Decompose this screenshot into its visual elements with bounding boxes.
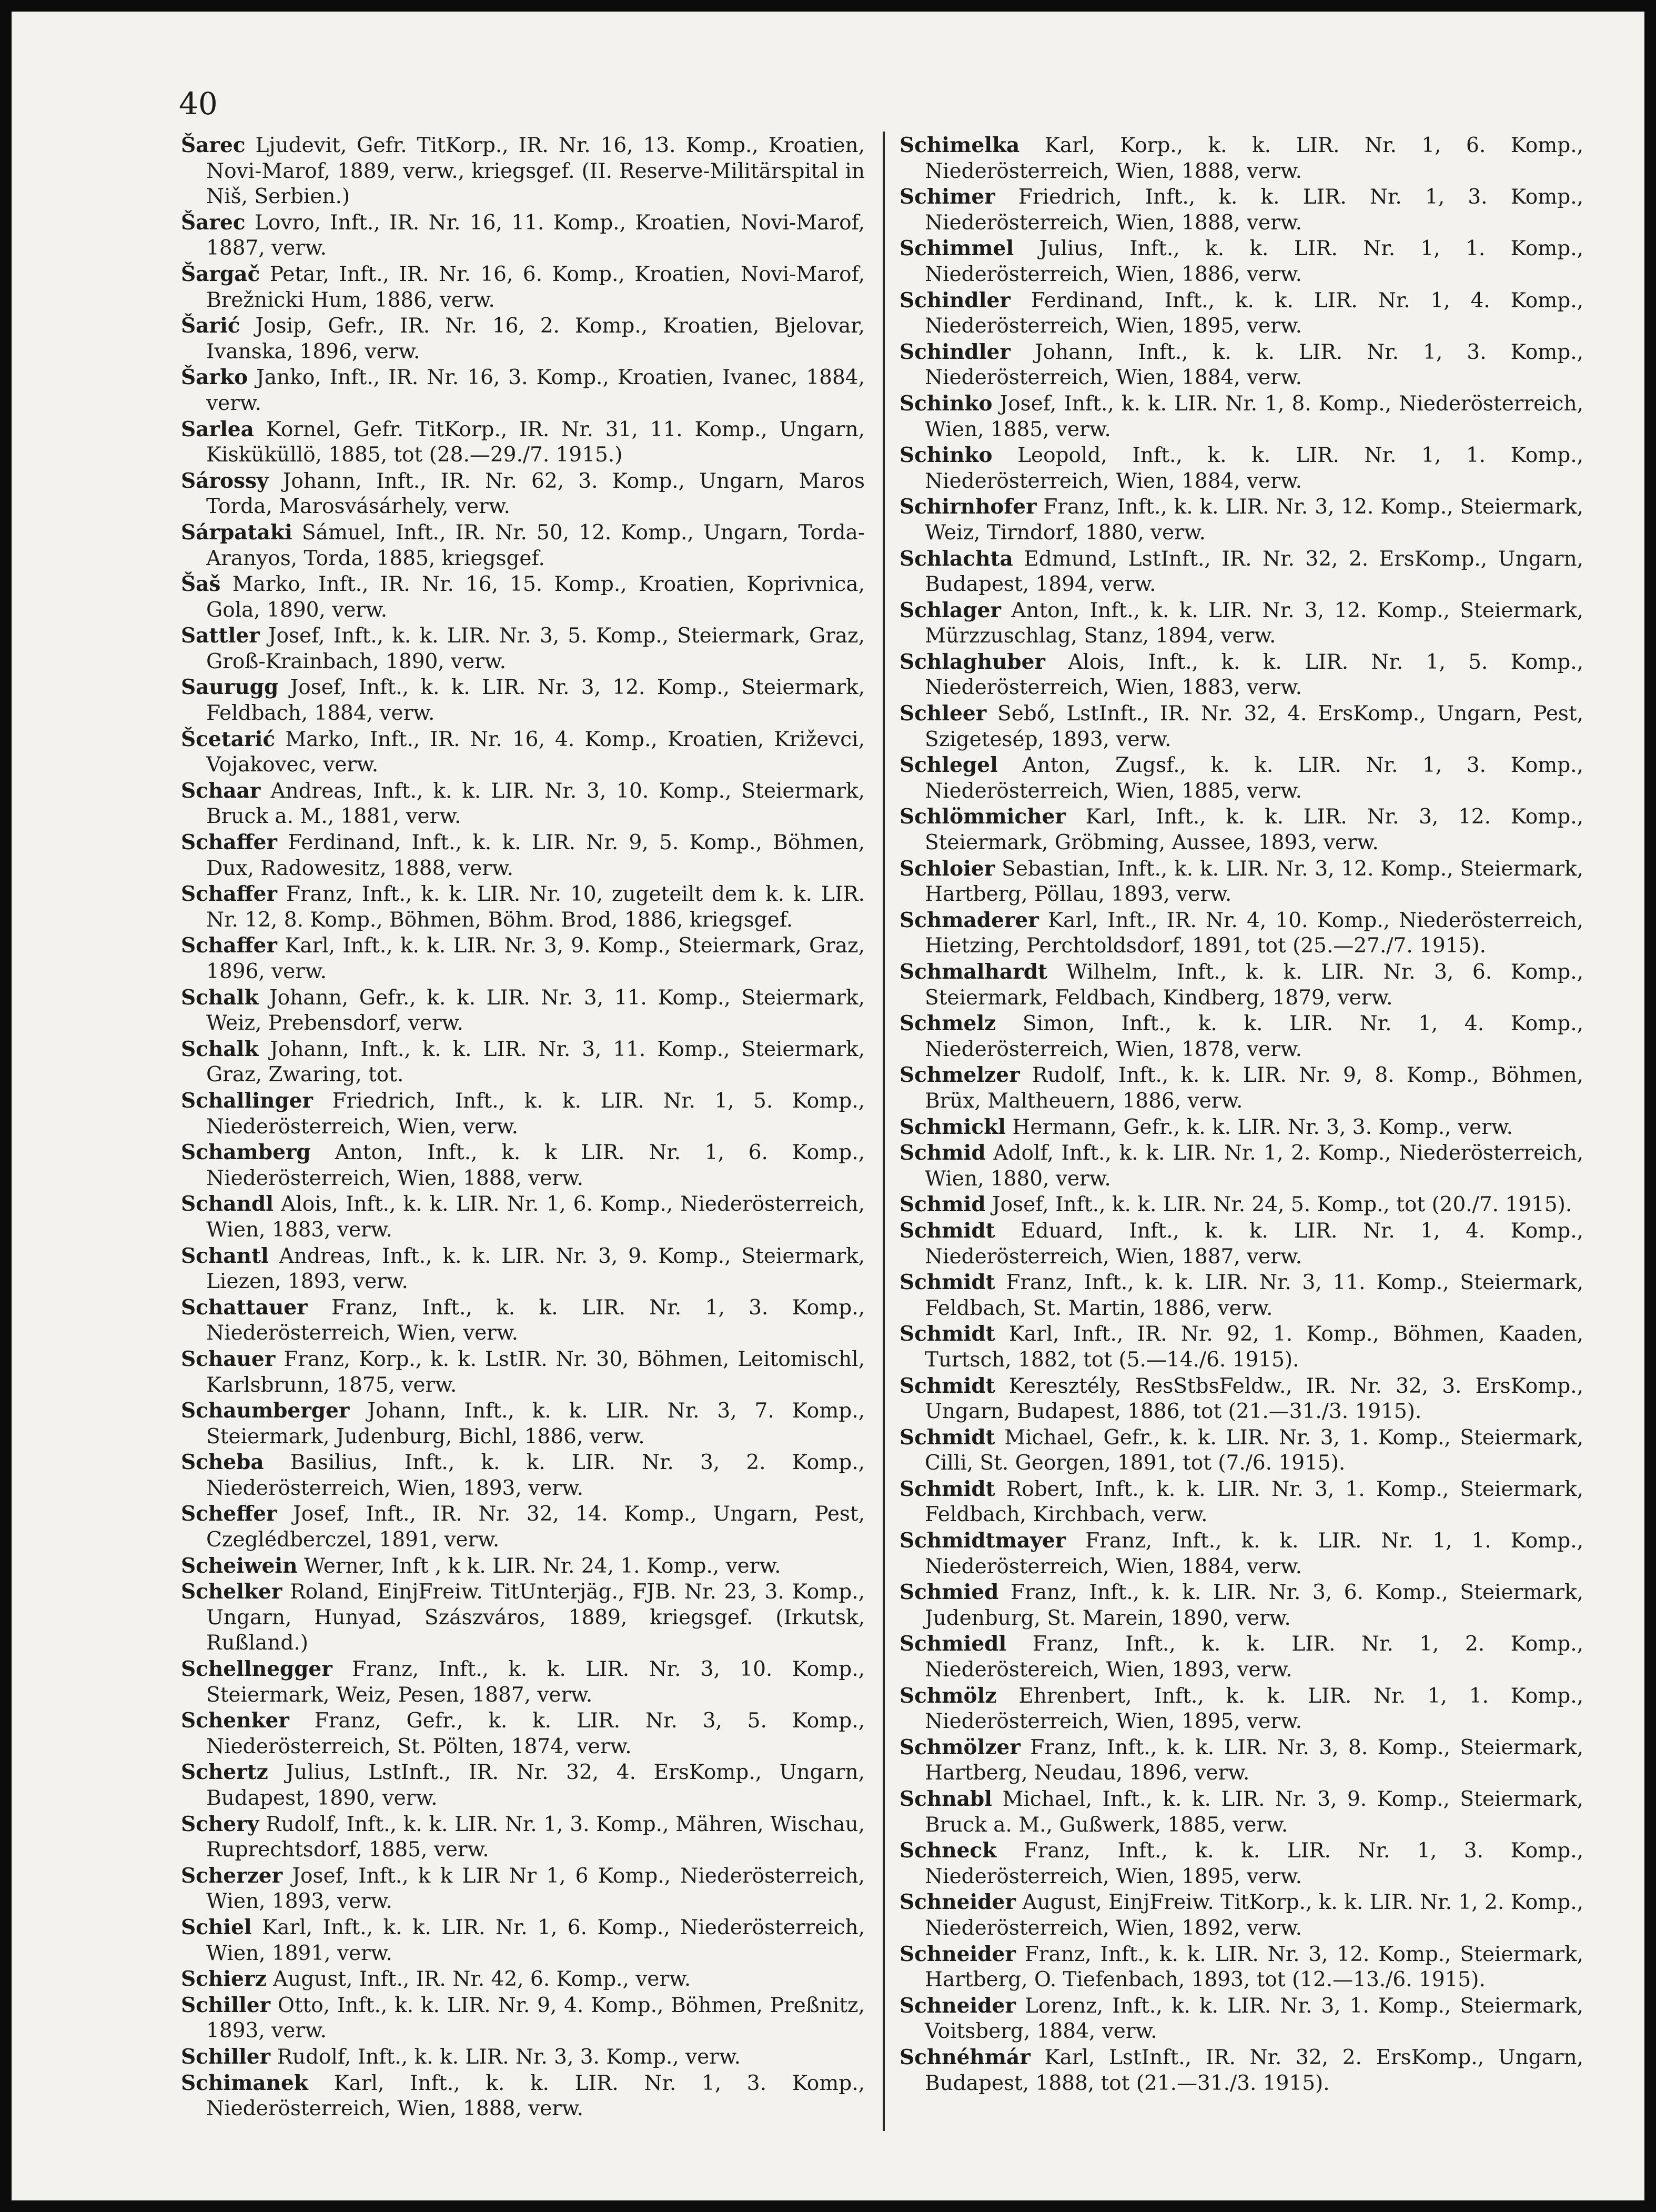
entry-details: Leopold, Inft., k. k. LIR. Nr. 1, 1. Komp., Niederösterreich, Wien, 1884, verw. — [925, 444, 1583, 493]
entry-details: Franz, Inft., k. k. LIR. Nr. 1, 1. Komp., Niederösterreich, Wien, 1884, verw. — [925, 1529, 1583, 1578]
entry-details: Petar, Inft., IR. Nr. 16, 6. Komp., Kroatien, Novi-Marof, Brežnicki Hum, 1886, verw. — [206, 262, 865, 312]
list-item — [181, 1812, 865, 1863]
entry-surname: Šarić — [181, 314, 240, 338]
entry-details: Franz, Inft., k. k. LIR. Nr. 3, 12. Komp., Steiermark, Hartberg, O. Tiefenbach, 1893, tot (12.—13./6. 1915). — [925, 1942, 1583, 1992]
entry-surname: Schiel — [181, 1915, 252, 1939]
list-item — [900, 391, 1583, 443]
entry-surname: Schmölzer — [900, 1735, 1021, 1759]
entry-details: Werner, Inft , k k. LIR. Nr. 24, 1. Komp., verw. — [304, 1554, 781, 1578]
entry-surname: Schmiedl — [900, 1632, 1007, 1656]
list-item — [181, 985, 865, 1037]
entry-details: Kornel, Gefr. TitKorp., IR. Nr. 31, 11. Komp., Ungarn, Kisküküllö, 1885, tot (28.—29./7. 1915.) — [206, 417, 865, 467]
list-item — [900, 1218, 1583, 1270]
entry-surname: Schnabl — [900, 1787, 992, 1811]
entry-details: Simon, Inft., k. k. LIR. Nr. 1, 4. Komp., Niederösterreich, Wien, 1878, verw. — [925, 1012, 1584, 1061]
entry-surname: Schamberg — [181, 1140, 311, 1165]
list-item — [900, 1786, 1583, 1838]
entry-details: Josef, Inft., k. k. LIR. Nr. 1, 8. Komp., Niederösterreich, Wien, 1885, verw. — [925, 391, 1583, 441]
list-item — [900, 1373, 1583, 1425]
entry-details: Karl, Inft., k. k. LIR. Nr. 3, 9. Komp., Steiermark, Graz, 1896, verw. — [206, 934, 865, 983]
entry-surname: Schimmel — [900, 236, 1014, 261]
list-item — [900, 236, 1583, 287]
entry-surname: Schimelka — [900, 133, 1020, 157]
entry-details: Rudolf, Inft., k. k. LIR. Nr. 9, 8. Komp., Böhmen, Brüx, Maltheuern, 1886, verw. — [925, 1063, 1583, 1113]
entry-surname: Schmid — [900, 1141, 986, 1165]
entry-details: Franz, Inft., k. k. LIR. Nr. 3, 12. Komp., Steiermark, Weiz, Tirndorf, 1880, verw. — [925, 495, 1583, 545]
entry-details: Sebő, LstInft., IR. Nr. 32, 4. ErsKomp., Ungarn, Pest, Szigetesép, 1893, verw. — [925, 702, 1583, 751]
list-item — [900, 1062, 1583, 1114]
list-item — [900, 804, 1583, 856]
entry-surname: Schaffer — [181, 830, 277, 855]
entry-surname: Schinko — [900, 443, 993, 468]
entry-surname: Schmidt — [900, 1476, 995, 1501]
list-item — [181, 1708, 865, 1759]
entry-surname: Schmidt — [900, 1425, 995, 1450]
list-item — [900, 1683, 1583, 1735]
entry-details: August, Inft., IR. Nr. 42, 6. Komp., verw. — [273, 1967, 691, 1992]
list-item — [181, 365, 865, 416]
entry-details: Karl, Inft., IR. Nr. 4, 10. Komp., Niederösterreich, Hietzing, Perchtoldsdorf, 1891, tot (25.—27./7. 1915). — [925, 908, 1583, 958]
entry-details: Friedrich, Inft., k. k. LIR. Nr. 1, 3. Komp., Niederösterreich, Wien, 1888, verw. — [925, 185, 1584, 235]
list-item — [900, 1270, 1583, 1321]
list-item — [181, 133, 865, 210]
entry-surname: Schauer — [181, 1346, 276, 1371]
list-item — [181, 1037, 865, 1088]
list-item — [900, 133, 1583, 184]
right-column — [900, 133, 1583, 2096]
entry-surname: Scheba — [181, 1450, 264, 1475]
list-item — [900, 908, 1583, 959]
list-item — [181, 623, 865, 675]
list-item — [181, 210, 865, 262]
entry-details: Sámuel, Inft., IR. Nr. 50, 12. Komp., Ungarn, Torda-Aranyos, Torda, 1885, kriegsgef. — [206, 520, 865, 570]
entry-details: Eduard, Inft., k. k. LIR. Nr. 1, 4. Komp., Niederösterreich, Wien, 1887, verw. — [925, 1219, 1583, 1269]
entry-details: Karl, Inft., k. k. LIR. Nr. 1, 6. Komp., Niederösterreich, Wien, 1891, verw. — [206, 1915, 865, 1965]
entry-surname: Schmidt — [900, 1270, 995, 1295]
list-item — [900, 701, 1583, 752]
list-item — [181, 1450, 865, 1501]
entry-details: Johann, Inft., k. k. LIR. Nr. 3, 7. Komp., Steiermark, Judenburg, Bichl, 1886, verw. — [206, 1399, 865, 1449]
entry-surname: Schirnhofer — [900, 495, 1037, 519]
entry-surname: Schleer — [900, 701, 987, 726]
entry-surname: Scheiwein — [181, 1553, 298, 1578]
entry-surname: Schlaghuber — [900, 649, 1045, 674]
entry-surname: Schindler — [900, 288, 1011, 313]
entry-details: August, EinjFreiw. TitKorp., k. k. LIR. Nr. 1, 2. Komp., Niederösterreich, Wien, 1892, verw. — [925, 1891, 1583, 1940]
entry-details: Julius, Inft., k. k. LIR. Nr. 1, 1. Komp., Niederösterreich, Wien, 1886, verw. — [925, 237, 1583, 286]
entry-surname: Schlegel — [900, 753, 998, 778]
entry-surname: Šaš — [181, 572, 221, 597]
list-item — [181, 1243, 865, 1295]
entry-surname: Schimer — [900, 185, 995, 209]
list-item — [181, 881, 865, 933]
entry-details: Karl, LstInft., IR. Nr. 32, 2. ErsKomp., Ungarn, Budapest, 1888, tot (21.—31./3. 1915). — [925, 2045, 1584, 2095]
entry-details: Hermann, Gefr., k. k. LIR. Nr. 3, 3. Komp., verw. — [1012, 1115, 1513, 1139]
list-item — [900, 1425, 1583, 1476]
list-item — [900, 1011, 1583, 1062]
entry-surname: Schmied — [900, 1580, 999, 1605]
entry-surname: Scheffer — [181, 1502, 277, 1526]
entry-surname: Schandl — [181, 1192, 274, 1216]
entry-details: Johann, Inft., k. k. LIR. Nr. 3, 11. Komp., Steiermark, Graz, Zwaring, tot. — [206, 1037, 865, 1087]
entry-surname: Sattler — [181, 624, 260, 648]
list-item — [900, 1528, 1583, 1580]
entry-surname: Sarlea — [181, 417, 254, 441]
entry-details: Franz, Korp., k. k. LstIR. Nr. 30, Böhmen, Leitomischl, Karlsbrunn, 1875, verw. — [206, 1347, 865, 1397]
entry-details: Franz, Inft., k. k. LIR. Nr. 3, 8. Komp., Steiermark, Hartberg, Neudau, 1896, verw. — [925, 1735, 1583, 1785]
list-item — [900, 1321, 1583, 1373]
list-item — [181, 1553, 865, 1580]
list-item — [181, 571, 865, 623]
list-item — [900, 1114, 1583, 1141]
list-item — [181, 1398, 865, 1450]
list-item — [900, 1838, 1583, 1889]
entry-details: Franz, Inft., k. k. LIR. Nr. 3, 10. Komp., Steiermark, Weiz, Pesen, 1887, verw. — [206, 1657, 865, 1707]
entry-details: Ehrenbert, Inft., k. k. LIR. Nr. 1, 1. Komp., Niederösterreich, Wien, 1895, verw. — [925, 1684, 1583, 1734]
list-item — [900, 339, 1583, 391]
entry-details: Ferdinand, Inft., k. k. LIR. Nr. 9, 5. Komp., Böhmen, Dux, Radowesitz, 1888, verw. — [206, 831, 865, 880]
entry-details: Franz, Gefr., k. k. LIR. Nr. 3, 5. Komp., Niederösterreich, St. Pölten, 1874, verw. — [206, 1709, 865, 1758]
entry-details: Franz, Inft., k. k. LIR. Nr. 1, 3. Komp., Niederösterreich, Wien, verw. — [206, 1295, 865, 1345]
entry-details: Anton, Inft., k. k. LIR. Nr. 3, 12. Komp., Steiermark, Mürzzuschlag, Stanz, 1894, verw. — [925, 598, 1583, 648]
entry-surname: Schaumberger — [181, 1399, 350, 1423]
entry-surname: Scherzer — [181, 1863, 283, 1888]
entry-details: Friedrich, Inft., k. k. LIR. Nr. 1, 5. Komp., Niederösterreich, Wien, verw. — [206, 1089, 865, 1139]
entry-details: Alois, Inft., k. k. LIR. Nr. 1, 5. Komp., Niederösterreich, Wien, 1883, verw. — [925, 650, 1583, 700]
entry-details: Marko, Inft., IR. Nr. 16, 4. Komp., Kroatien, Križevci, Vojakovec, verw. — [206, 727, 865, 777]
list-item — [181, 830, 865, 881]
entry-surname: Sárossy — [181, 468, 269, 493]
entry-surname: Schmidt — [900, 1218, 995, 1243]
entry-surname: Schmid — [900, 1192, 986, 1217]
entry-details: Anton, Inft., k. k LIR. Nr. 1, 6. Komp., Niederösterreich, Wien, 1888, verw. — [206, 1141, 865, 1190]
entry-surname: Schmidt — [900, 1373, 995, 1398]
entry-details: Lovro, Inft., IR. Nr. 16, 11. Komp., Kroatien, Novi-Marof, 1887, verw. — [206, 210, 865, 260]
entry-details: Keresztély, ResStbsFeldw., IR. Nr. 32, 3. ErsKomp., Ungarn, Budapest, 1886, tot (21.—31./3. 1915). — [925, 1374, 1583, 1424]
entry-surname: Schlömmicher — [900, 805, 1066, 829]
list-item — [181, 262, 865, 313]
entry-surname: Schmickl — [900, 1114, 1006, 1139]
entry-surname: Šcetarić — [181, 727, 276, 751]
entry-details: Josef, Inft., k. k. LIR. Nr. 24, 5. Komp., tot (20./7. 1915). — [992, 1193, 1572, 1217]
entry-surname: Schaffer — [181, 933, 277, 958]
list-item — [181, 1863, 865, 1915]
entry-surname: Schierz — [181, 1967, 267, 1992]
entry-surname: Schelker — [181, 1580, 282, 1604]
entry-surname: Schmidtmayer — [900, 1529, 1066, 1553]
list-item — [181, 1966, 865, 1993]
entry-surname: Schloier — [900, 856, 995, 881]
entry-surname: Schiller — [181, 1993, 271, 2017]
left-column — [181, 133, 865, 2122]
entry-details: Josef, Inft., k k LIR Nr 1, 6 Komp., Niederösterreich, Wien, 1893, verw. — [206, 1864, 865, 1914]
entry-surname: Schneider — [900, 1942, 1016, 1966]
entry-details: Josef, Inft., k. k. LIR. Nr. 3, 5. Komp., Steiermark, Graz, Groß-Krainbach, 1890, verw. — [206, 624, 865, 673]
list-item — [181, 1759, 865, 1811]
entry-surname: Schlager — [900, 598, 1001, 622]
entry-surname: Schmelzer — [900, 1063, 1020, 1088]
entry-surname: Schneck — [900, 1838, 997, 1863]
list-item — [181, 1993, 865, 2044]
entry-surname: Šarko — [181, 365, 248, 390]
entry-surname: Schellnegger — [181, 1657, 332, 1682]
entry-details: Josef, Inft., IR. Nr. 32, 14. Komp., Ungarn, Pest, Czeglédberczel, 1891, verw. — [206, 1502, 865, 1552]
entry-surname: Schertz — [181, 1760, 268, 1785]
list-item — [900, 1993, 1583, 2045]
entry-surname: Schallinger — [181, 1088, 313, 1113]
entry-surname: Schneider — [900, 1993, 1016, 2018]
page-number: 40 — [179, 86, 218, 122]
list-item — [900, 494, 1583, 546]
entry-details: Marko, Inft., IR. Nr. 16, 15. Komp., Kroatien, Koprivnica, Gola, 1890, verw. — [206, 572, 865, 622]
entry-surname: Schantl — [181, 1243, 269, 1268]
list-item — [900, 1631, 1583, 1683]
entry-surname: Schnéhmár — [900, 2045, 1031, 2069]
entry-surname: Šarec — [181, 133, 246, 157]
entry-surname: Schinko — [900, 391, 993, 416]
list-item — [181, 313, 865, 365]
list-item — [181, 417, 865, 468]
entry-details: Franz, Inft., k. k. LIR. Nr. 10, zugeteilt dem k. k. LIR. Nr. 12, 8. Komp., Böhmen, Böhm. Brod, 1886, kriegsgef. — [206, 882, 865, 932]
entry-surname: Schlachta — [900, 546, 1013, 571]
list-item — [181, 1915, 865, 1966]
list-item — [900, 1580, 1583, 1631]
entry-details: Roland, EinjFreiw. TitUnterjäg., FJB. Nr. 23, 3. Komp., Ungarn, Hunyad, Szászváros, 1889, kriegsgef. (Irkutsk, Rußland.) — [206, 1580, 865, 1655]
column-divider — [883, 132, 885, 2131]
entry-details: Basilius, Inft., k. k. LIR. Nr. 3, 2. Komp., Niederösterreich, Wien, 1893, verw. — [206, 1451, 865, 1500]
entry-details: Anton, Zugsf., k. k. LIR. Nr. 1, 3. Komp., Niederösterreich, Wien, 1885, verw. — [925, 753, 1583, 803]
entry-details: Josef, Inft., k. k. LIR. Nr. 3, 12. Komp., Steiermark, Feldbach, 1884, verw. — [206, 676, 865, 726]
entry-details: Andreas, Inft., k. k. LIR. Nr. 3, 10. Komp., Steiermark, Bruck a. M., 1881, verw. — [206, 779, 865, 829]
entry-details: Karl, Inft., IR. Nr. 92, 1. Komp., Böhmen, Kaaden, Turtsch, 1882, tot (5.—14./6. 1915). — [925, 1322, 1583, 1372]
entry-details: Johann, Gefr., k. k. LIR. Nr. 3, 11. Komp., Steiermark, Weiz, Prebensdorf, verw. — [206, 986, 865, 1035]
entry-surname: Schmalhardt — [900, 960, 1048, 984]
entry-surname: Schmölz — [900, 1683, 997, 1708]
list-item — [181, 675, 865, 726]
list-item — [900, 1192, 1583, 1218]
entry-surname: Schmidt — [900, 1322, 995, 1346]
list-item — [181, 933, 865, 984]
list-item — [900, 443, 1583, 494]
entry-details: Franz, Inft., k. k. LIR. Nr. 3, 11. Komp., Steiermark, Feldbach, St. Martin, 1886, verw. — [925, 1271, 1583, 1320]
list-item — [900, 649, 1583, 701]
entry-surname: Schaffer — [181, 882, 277, 907]
list-item — [900, 959, 1583, 1011]
entry-details: Rudolf, Inft., k. k. LIR. Nr. 1, 3. Komp., Mähren, Wischau, Ruprechtsdorf, 1885, verw. — [206, 1812, 865, 1862]
entry-details: Wilhelm, Inft., k. k. LIR. Nr. 3, 6. Komp., Steiermark, Feldbach, Kindberg, 1879, verw. — [925, 960, 1583, 1010]
list-item — [900, 598, 1583, 649]
list-item — [900, 1942, 1583, 1993]
entry-surname: Schimanek — [181, 2070, 308, 2095]
entry-surname: Schenker — [181, 1708, 289, 1733]
list-item — [181, 1346, 865, 1398]
entry-details: Alois, Inft., k. k. LIR. Nr. 1, 6. Komp., Niederösterreich, Wien, 1883, verw. — [206, 1192, 865, 1242]
entry-surname: Schmaderer — [900, 908, 1039, 932]
entry-details: Karl, Korp., k. k. LIR. Nr. 1, 6. Komp., Niederösterreich, Wien, 1888, verw. — [925, 134, 1584, 183]
entry-details: Andreas, Inft., k. k. LIR. Nr. 3, 9. Komp., Steiermark, Liezen, 1893, verw. — [206, 1244, 865, 1294]
list-item — [181, 1579, 865, 1656]
list-item — [900, 1140, 1583, 1192]
list-item — [181, 468, 865, 520]
entry-details: Michael, Inft., k. k. LIR. Nr. 3, 9. Komp., Steiermark, Bruck a. M., Gußwerk, 1885, verw. — [925, 1787, 1583, 1837]
list-item — [181, 1191, 865, 1243]
entry-details: Franz, Inft., k. k. LIR. Nr. 3, 6. Komp., Steiermark, Judenburg, St. Marein, 1890, verw. — [925, 1581, 1583, 1630]
list-item — [900, 752, 1583, 804]
list-item — [900, 2045, 1583, 2096]
entry-details: Karl, Inft., k. k. LIR. Nr. 1, 3. Komp., Niederösterreich, Wien, 1888, verw. — [206, 2071, 865, 2121]
entry-details: Otto, Inft., k. k. LIR. Nr. 9, 4. Komp., Böhmen, Preßnitz, 1893, verw. — [206, 1993, 865, 2043]
entry-details: Lorenz, Inft., k. k. LIR. Nr. 3, 1. Komp., Steiermark, Voitsberg, 1884, verw. — [925, 1994, 1583, 2044]
list-item — [181, 1088, 865, 1140]
entry-details: Franz, Inft., k. k. LIR. Nr. 1, 2. Komp., Niederöstereich, Wien, 1893, verw. — [925, 1632, 1583, 1682]
entry-surname: Šargač — [181, 262, 260, 286]
entry-surname: Sárpataki — [181, 520, 292, 545]
entry-details: Johann, Inft., IR. Nr. 62, 3. Komp., Ungarn, Maros Torda, Marosvásárhely, verw. — [206, 469, 865, 519]
entry-details: Ferdinand, Inft., k. k. LIR. Nr. 1, 4. Komp., Niederösterreich, Wien, 1895, verw. — [925, 288, 1583, 338]
entry-details: Josip, Gefr., IR. Nr. 16, 2. Komp., Kroatien, Bjelovar, Ivanska, 1896, verw. — [206, 314, 865, 364]
entry-surname: Šarec — [181, 210, 246, 235]
entry-surname: Schalk — [181, 1037, 259, 1061]
entry-surname: Schaar — [181, 778, 261, 803]
entry-surname: Saurugg — [181, 675, 279, 700]
entry-surname: Schindler — [900, 339, 1011, 364]
entry-details: Johann, Inft., k. k. LIR. Nr. 1, 3. Komp., Niederösterreich, Wien, 1884, verw. — [925, 340, 1583, 390]
entry-surname: Schery — [181, 1812, 259, 1836]
list-item — [181, 727, 865, 778]
entry-details: Edmund, LstInft., IR. Nr. 32, 2. ErsKomp., Ungarn, Budapest, 1894, verw. — [925, 547, 1583, 597]
entry-details: Ljudevit, Gefr. TitKorp., IR. Nr. 16, 13. Komp., Kroatien, Novi-Marof, 1889, verw., kriegsgef. (II. Reserve-Militärspital in Niš, Serbien.) — [206, 134, 865, 209]
list-item — [900, 856, 1583, 908]
entry-details: Michael, Gefr., k. k. LIR. Nr. 3, 1. Komp., Steiermark, Cilli, St. Georgen, 1891, tot (7./6. 1915). — [925, 1425, 1583, 1475]
entry-surname: Schattauer — [181, 1295, 308, 1320]
list-item — [181, 778, 865, 830]
list-item — [181, 1295, 865, 1346]
list-item — [181, 2070, 865, 2122]
entry-details: Franz, Inft., k. k. LIR. Nr. 1, 3. Komp., Niederösterreich, Wien, 1895, verw. — [925, 1839, 1583, 1888]
list-item — [181, 1656, 865, 1708]
entry-details: Julius, LstInft., IR. Nr. 32, 4. ErsKomp., Ungarn, Budapest, 1890, verw. — [206, 1761, 865, 1810]
list-item — [900, 1476, 1583, 1528]
entry-details: Karl, Inft., k. k. LIR. Nr. 3, 12. Komp., Steiermark, Gröbming, Aussee, 1893, verw. — [925, 805, 1584, 855]
entry-surname: Schalk — [181, 985, 259, 1010]
list-item — [181, 1501, 865, 1553]
list-item — [900, 1735, 1583, 1786]
list-item — [181, 520, 865, 571]
list-item — [900, 1889, 1583, 1941]
entry-surname: Schiller — [181, 2044, 271, 2069]
entry-details: Sebastian, Inft., k. k. LIR. Nr. 3, 12. Komp., Steiermark, Hartberg, Pöllau, 1893, verw. — [925, 857, 1583, 907]
list-item — [900, 546, 1583, 598]
list-item — [900, 184, 1583, 236]
entry-details: Robert, Inft., k. k. LIR. Nr. 3, 1. Komp., Steiermark, Feldbach, Kirchbach, verw. — [925, 1477, 1583, 1527]
list-item — [900, 288, 1583, 339]
entry-surname: Schmelz — [900, 1011, 996, 1036]
list-item — [181, 1140, 865, 1191]
entry-surname: Schneider — [900, 1890, 1016, 1915]
entry-details: Janko, Inft., IR. Nr. 16, 3. Komp., Kroatien, Ivanec, 1884, verw. — [206, 366, 865, 415]
list-item — [181, 2044, 865, 2070]
entry-details: Rudolf, Inft., k. k. LIR. Nr. 3, 3. Komp., verw. — [277, 2045, 741, 2069]
entry-details: Adolf, Inft., k. k. LIR. Nr. 1, 2. Komp., Niederösterreich, Wien, 1880, verw. — [925, 1141, 1583, 1191]
